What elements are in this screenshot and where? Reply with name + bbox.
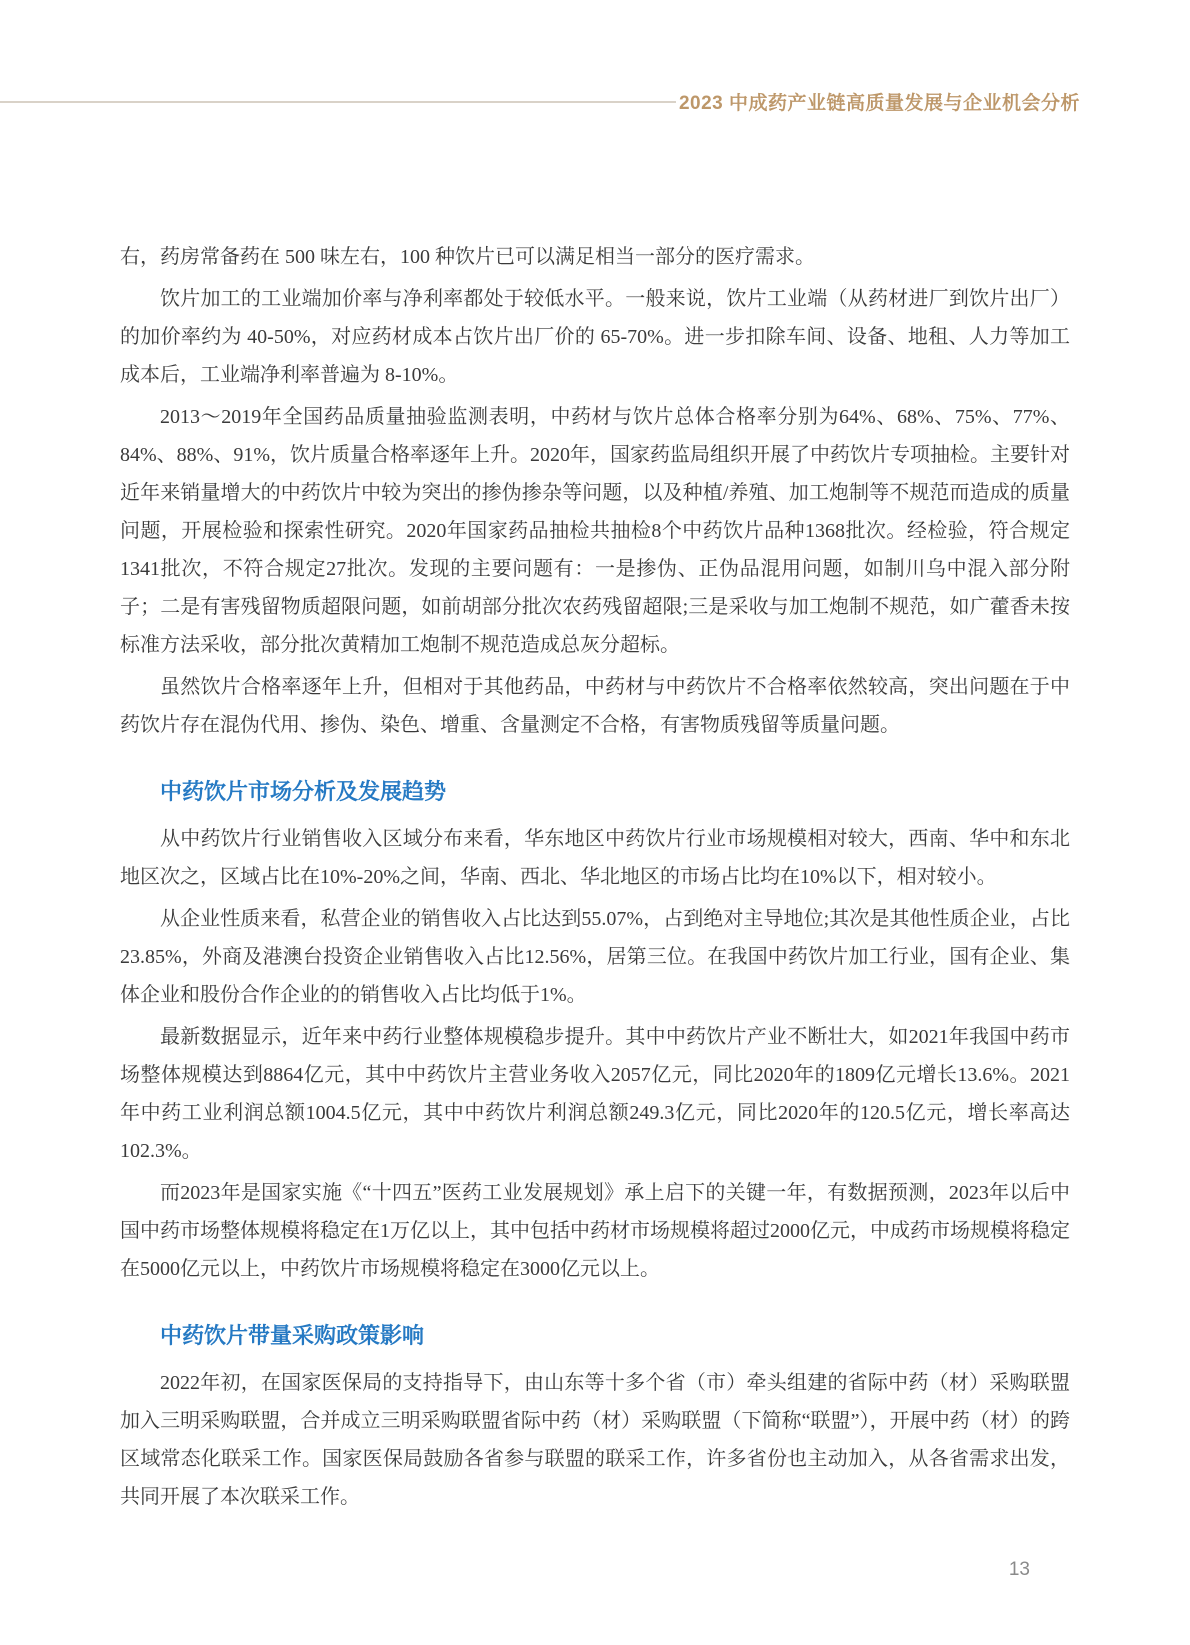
paragraph-quality-inspection: 2013～2019年全国药品质量抽验监测表明，中药材与饮片总体合格率分别为64%、68%、75%、77%、84%、88%、91%，饮片质量合格率逐年上升。2020年，国家药监局组织开展了中药饮片专项抽检。主要针对近年来销量增大的中药饮片中较为突出的掺伪掺杂等问题，以及种植/养殖、加工炮制等不规范而造成的质量问题，开展检验和探索性研究。2020年国家药品抽检共抽检8个中药饮片品种1368批次。经检验，符合规定1341批次，不符合规定27批次。发现的主要问题有：一是掺伪、正伪品混用问题，如制川乌中混入部分附子；二是有害残留物质超限问题，如前胡部分批次农药残留超限;三是采收与加工炮制不规范，如广藿香未按标准方法采收，部分批次黄精加工炮制不规范造成总灰分超标。 bbox=[120, 406, 1070, 656]
document-title: 2023 中成药产业链高质量发展与企业机会分析 bbox=[678, 93, 1080, 114]
section-heading-market-analysis: 中药饮片市场分析及发展趋势 bbox=[160, 779, 447, 804]
header-divider-line bbox=[0, 101, 676, 103]
paragraph-procurement-alliance: 2022年初，在国家医保局的支持指导下，由山东等十多个省（市）牵头组建的省际中药（材）采购联盟加入三明采购联盟，合并成立三明采购联盟省际中药（材）采购联盟（下简称“联盟”），开展中药（材）的跨区域常态化联采工作。国家医保局鼓励各省参与联盟的联采工作，许多省份也主动加入，从各省需求出发，共同开展了本次联采工作。 bbox=[120, 1372, 1070, 1508]
section-heading-procurement-policy: 中药饮片带量采购政策影响 bbox=[160, 1323, 425, 1348]
paragraph-processing-margins: 饮片加工的工业端加价率与净利率都处于较低水平。一般来说，饮片工业端（从药材进厂到饮片出厂）的加价率约为 40-50%，对应药材成本占饮片出厂价的 65-70%。进一步扣除车间、设备、地租、人力等加工成本后，工业端净利率普遍为 8-10%。 bbox=[120, 288, 1070, 386]
page-number: 13 bbox=[1008, 1559, 1030, 1580]
paragraph-regional-distribution: 从中药饮片行业销售收入区域分布来看，华东地区中药饮片行业市场规模相对较大，西南、华中和东北地区次之，区域占比在10%-20%之间，华南、西北、华北地区的市场占比均在10%以下，相对较小。 bbox=[120, 828, 1070, 888]
paragraph-enterprise-nature: 从企业性质来看，私营企业的销售收入占比达到55.07%，占到绝对主导地位;其次是其他性质企业，占比23.85%，外商及港澳台投资企业销售收入占比12.56%，居第三位。在我国中药饮片加工行业，国有企业、集体企业和股份合作企业的的销售收入占比均低于1%。 bbox=[120, 908, 1070, 1006]
page-content bbox=[120, 238, 1070, 1520]
paragraph-industry-scale: 最新数据显示，近年来中药行业整体规模稳步提升。其中中药饮片产业不断壮大，如2021年我国中药市场整体规模达到8864亿元，其中中药饮片主营业务收入2057亿元，同比2020年的1809亿元增长13.6%。2021年中药工业利润总额1004.5亿元，其中中药饮片利润总额249.3亿元，同比2020年的120.5亿元，增长率高达102.3%。 bbox=[120, 1026, 1070, 1162]
paragraph-quality-issues: 虽然饮片合格率逐年上升，但相对于其他药品，中药材与中药饮片不合格率依然较高，突出问题在于中药饮片存在混伪代用、掺伪、染色、增重、含量测定不合格，有害物质残留等质量问题。 bbox=[120, 676, 1070, 736]
paragraph-pharmacy-stock: 右，药房常备药在 500 味左右，100 种饮片已可以满足相当一部分的医疗需求。 bbox=[120, 246, 815, 268]
paragraph-2023-forecast: 而2023年是国家实施《“十四五”医药工业发展规划》承上启下的关键一年，有数据预测，2023年以后中国中药市场整体规模将稳定在1万亿以上，其中包括中药材市场规模将超过2000亿元，中成药市场规模将稳定在5000亿元以上，中药饮片市场规模将稳定在3000亿元以上。 bbox=[120, 1182, 1070, 1280]
